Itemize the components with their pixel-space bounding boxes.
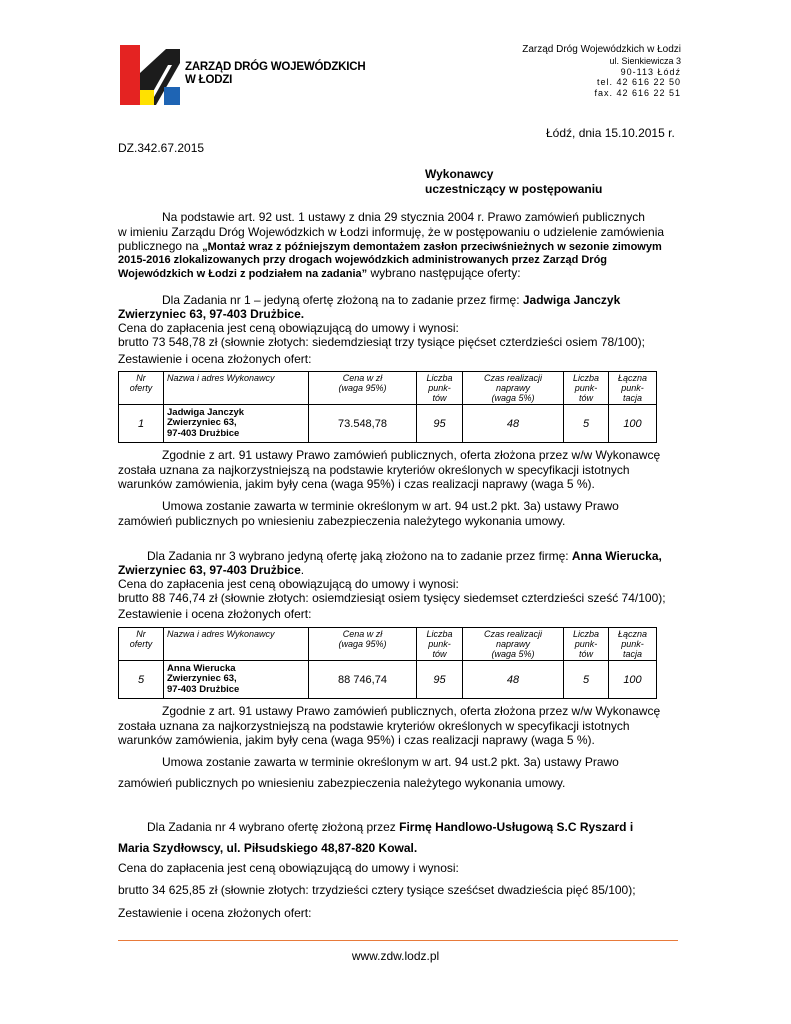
col-time: Czas realizacji naprawy (waga 5%) — [463, 372, 564, 405]
col-time-points: Liczba punk- tów — [564, 628, 609, 661]
task3-firm-line2-wrap — [118, 563, 304, 578]
task3-price: brutto 88 746,74 zł (słownie złotych: osiemdziesiąt osiem tysięcy siedemset czterdzieści sześć 74/100); — [118, 591, 666, 605]
logo-line2: W ŁODZI — [185, 73, 233, 86]
intro-line5 — [118, 266, 521, 282]
cell-name: Anna Wierucka Zwierzyniec 63, 97-403 Drużbice — [164, 661, 309, 699]
footer-divider — [118, 940, 678, 941]
cell-points: 95 — [417, 661, 463, 699]
task1-lead — [162, 293, 620, 308]
cell-nr: 1 — [119, 405, 164, 443]
col-nr: Nr oferty — [119, 628, 164, 661]
task1-justification-line3: warunków zamówienia, jakim były cena (waga 95%) i czas realizacji naprawy (waga 5 %). — [118, 477, 595, 491]
col-name: Nazwa i adres Wykonawcy — [164, 628, 309, 661]
org-street: ul. Sienkiewicza 3 — [609, 56, 681, 66]
place-date: Łódź, dnia 15.10.2015 r. — [546, 126, 675, 140]
task3-price-lead: Cena do zapłacenia jest ceną obowiązującą do umowy i wynosi: — [118, 577, 459, 591]
intro-line3-text: publicznego na — [118, 239, 203, 253]
col-points: Liczba punk- tów — [417, 372, 463, 405]
cell-name: Jadwiga Janczyk Zwierzyniec 63, 97-403 Drużbice — [164, 405, 309, 443]
task3-firm-line1: Anna Wierucka, — [571, 549, 662, 563]
task1-offers-table — [118, 371, 657, 443]
task3-firm-line2: Zwierzyniec 63, 97-403 Drużbice — [118, 563, 301, 577]
col-price: Cena w zł (waga 95%) — [309, 628, 417, 661]
org-fax: fax. 42 616 22 51 — [594, 87, 681, 98]
logo-red-block — [120, 45, 140, 105]
task1-price: brutto 73 548,78 zł (słownie złotych: siedemdziesiąt trzy tysiące pięćset czterdzieści osiem 78/100); — [118, 335, 645, 349]
logo-line1: ZARZĄD DRÓG WOJEWÓDZKICH — [185, 61, 366, 73]
org-name: Zarząd Dróg Wojewódzkich w Łodzi — [522, 44, 681, 55]
intro-line2: w imieniu Zarządu Dróg Wojewódzkich w Łodzi informuję, że w postępowaniu o udzielenie zamówienia — [118, 225, 665, 239]
cell-time: 48 — [463, 661, 564, 699]
col-total: Łączna punk- tacja — [609, 628, 657, 661]
task1-price-lead: Cena do zapłacenia jest ceną obowiązującą do umowy i wynosi: — [118, 321, 459, 335]
intro-line4: 2015-2016 zlokalizowanych przy drogach wojewódzkich administrowanych przez Zarząd Dróg — [118, 254, 608, 266]
cell-time-points: 5 — [564, 405, 609, 443]
task4-price-lead: Cena do zapłacenia jest ceną obowiązującą do umowy i wynosi: — [118, 861, 459, 875]
task4-lead — [147, 820, 633, 835]
task1-firm-line2: Zwierzyniec 63, 97-403 Drużbice. — [118, 307, 305, 321]
task1-firm-line1: Jadwiga Janczyk — [522, 293, 621, 307]
col-time-points: Liczba punk- tów — [564, 372, 609, 405]
intro-subject-end: Wojewódzkich w Łodzi z podziałem na zadania” — [118, 268, 368, 280]
logo-yellow-block — [140, 90, 154, 105]
task3-contract-line1: Umowa zostanie zawarta w terminie określonym w art. 94 ust.2 pkt. 3a) ustawy Prawo — [162, 755, 619, 769]
reference-number: DZ.342.67.2015 — [118, 141, 205, 155]
task3-lead-text: Dla Zadania nr 3 wybrano jedyną ofertę jaką złożono na to zadanie przez firmę: — [147, 549, 572, 563]
org-postal: 90-113 Łódź — [620, 66, 681, 77]
intro-line5-text: wybrano następujące oferty: — [367, 266, 521, 280]
table-header-row — [119, 628, 657, 661]
task4-firm-line1: Firmę Handlowo-Usługową S.C Ryszard i — [399, 820, 634, 834]
addressee-line1: Wykonawcy — [425, 167, 494, 181]
cell-price: 88 746,74 — [309, 661, 417, 699]
table-row — [119, 661, 657, 699]
zdw-logo-icon — [120, 45, 180, 105]
org-phone: tel. 42 616 22 50 — [596, 77, 681, 87]
col-price: Cena w zł (waga 95%) — [309, 372, 417, 405]
task1-justification-line1: Zgodnie z art. 91 ustawy Prawo zamówień publicznych, oferta złożona przez w/w Wykonawcę — [162, 448, 661, 462]
task3-lead — [147, 549, 662, 564]
task1-summary-title: Zestawienie i ocena złożonych ofert: — [118, 352, 312, 366]
col-total: Łączna punk- tacja — [609, 372, 657, 405]
task3-justification-line2: została uznana za najkorzystniejszą na podstawie kryteriów określonych w specyfikacji istotnych — [118, 719, 630, 733]
cell-time-points: 5 — [564, 661, 609, 699]
task4-lead-text: Dla Zadania nr 4 wybrano ofertę złożoną przez — [147, 820, 400, 834]
task4-price: brutto 34 625,85 zł (słownie złotych: trzydzieści cztery tysiące sześćset dwadzieścia pięć 85/100); — [118, 883, 636, 897]
cell-price: 73.548,78 — [309, 405, 417, 443]
task3-firm-end: . — [300, 563, 305, 577]
cell-total: 100 — [609, 405, 657, 443]
task1-contract-line2: zamówień publicznych po wniesieniu zabezpieczenia należytego wykonania umowy. — [118, 514, 566, 528]
task3-contract-line2: zamówień publicznych po wniesieniu zabezpieczenia należytego wykonania umowy. — [118, 776, 566, 790]
col-points: Liczba punk- tów — [417, 628, 463, 661]
addressee-line2: uczestniczący w postępowaniu — [425, 182, 603, 196]
task1-lead-text: Dla Zadania nr 1 – jedyną ofertę złożoną na to zadanie przez firmę: — [162, 293, 523, 307]
intro-subject-bold: „Montaż wraz z późniejszym demontażem zasłon przeciwśnieżnych w sezonie zimowym — [202, 241, 662, 253]
task3-justification-line1: Zgodnie z art. 91 ustawy Prawo zamówień publicznych, oferta złożona przez w/w Wykonawcę — [162, 704, 661, 718]
col-name: Nazwa i adres Wykonawcy — [164, 372, 309, 405]
cell-nr: 5 — [119, 661, 164, 699]
col-nr: Nr oferty — [119, 372, 164, 405]
table-row — [119, 405, 657, 443]
task3-summary-title: Zestawienie i ocena złożonych ofert: — [118, 607, 312, 621]
task4-summary-title: Zestawienie i ocena złożonych ofert: — [118, 906, 312, 920]
logo-blue-block — [164, 87, 180, 105]
intro-line1: Na podstawie art. 92 ust. 1 ustawy z dnia 29 stycznia 2004 r. Prawo zamówień publicznych — [162, 210, 645, 224]
logo-text — [185, 61, 365, 86]
task1-justification-line2: została uznana za najkorzystniejszą na podstawie kryteriów określonych w specyfikacji istotnych — [118, 463, 630, 477]
task3-offers-table — [118, 627, 657, 699]
task1-contract-line1: Umowa zostanie zawarta w terminie określonym w art. 94 ust.2 pkt. 3a) ustawy Prawo — [162, 499, 619, 513]
cell-total: 100 — [609, 661, 657, 699]
table-header-row — [119, 372, 657, 405]
cell-points: 95 — [417, 405, 463, 443]
task3-justification-line3: warunków zamówienia, jakim były cena (waga 95%) i czas realizacji naprawy (waga 5 %). — [118, 733, 595, 747]
header-address — [522, 44, 681, 98]
footer-website-link[interactable]: www.zdw.lodz.pl — [351, 949, 440, 963]
task4-firm-line2: Maria Szydłowscy, ul. Piłsudskiego 48,87-820 Kowal. — [118, 841, 418, 855]
col-time: Czas realizacji naprawy (waga 5%) — [463, 628, 564, 661]
cell-time: 48 — [463, 405, 564, 443]
